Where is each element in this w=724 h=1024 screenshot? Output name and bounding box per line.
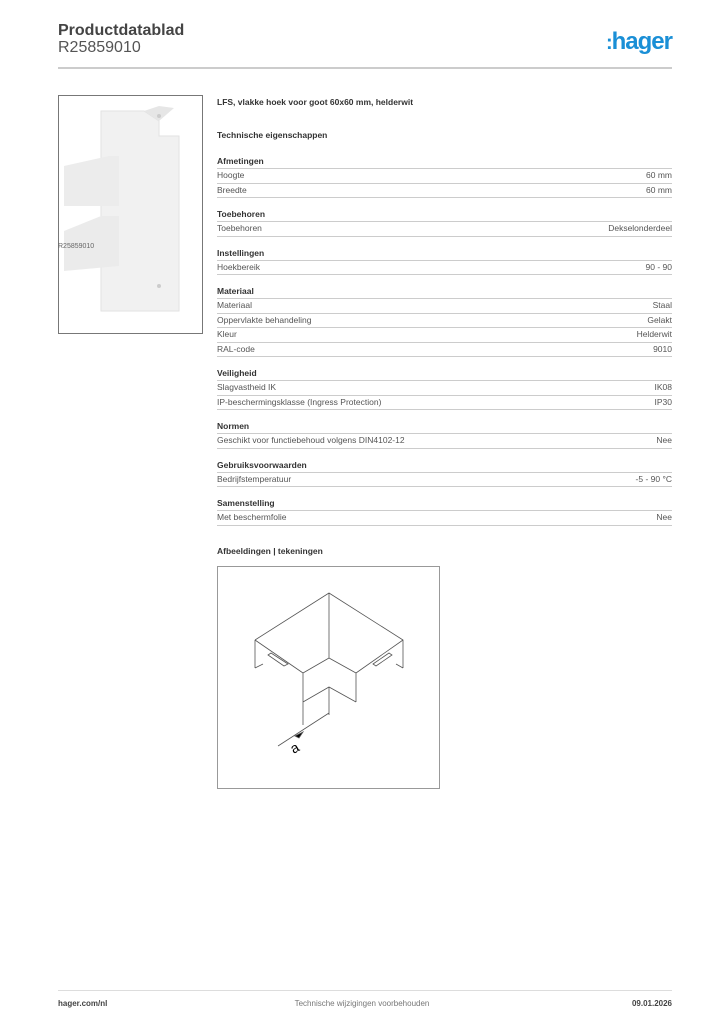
spec-row <box>217 396 672 411</box>
spec-label: Hoekbereik <box>217 261 260 272</box>
section-title: Normen <box>217 419 672 434</box>
section-title: Instellingen <box>217 246 672 261</box>
spec-row <box>217 261 672 276</box>
spec-label: Geschikt voor functiebehoud volgens DIN4102-12 <box>217 435 405 445</box>
spec-section <box>217 458 672 488</box>
product-photo-illustration <box>59 96 202 333</box>
product-code: R25859010 <box>58 39 141 56</box>
technical-drawing <box>217 566 440 789</box>
spec-label: Breedte <box>217 184 247 195</box>
spec-label: Slagvastheid IK <box>217 382 277 392</box>
section-title: Toebehoren <box>217 207 672 222</box>
footer-divider <box>58 990 672 991</box>
spec-label: Hoogte <box>217 170 245 180</box>
hager-logo: :hager <box>605 28 672 55</box>
spec-label: Materiaal <box>217 300 252 310</box>
spec-row <box>217 314 672 329</box>
spec-value: Staal <box>652 300 672 310</box>
spec-sections <box>217 154 672 526</box>
spec-label: RAL-code <box>217 343 255 354</box>
dimension-label: a <box>287 738 302 757</box>
section-title: Veiligheid <box>217 366 672 381</box>
spec-value: Nee <box>656 435 672 445</box>
page-title: Productdatablad <box>58 22 185 39</box>
spec-label: Bedrijfstemperatuur <box>217 473 292 484</box>
spec-row <box>217 328 672 343</box>
spec-value: IK08 <box>654 382 672 392</box>
spec-value: -5 - 90 °C <box>635 473 672 484</box>
spec-section <box>217 366 672 410</box>
spec-section <box>217 284 672 357</box>
corner-drawing <box>218 567 439 788</box>
spec-label: IP-beschermingsklasse (Ingress Protection) <box>217 396 382 407</box>
spec-value: Nee <box>656 512 672 522</box>
spec-row <box>217 473 672 488</box>
spec-label: Met beschermfolie <box>217 512 287 522</box>
spec-section <box>217 207 672 237</box>
spec-row <box>217 511 672 526</box>
section-title: Afmetingen <box>217 154 672 169</box>
footer-disclaimer: Technische wijzigingen voorbehouden <box>294 999 430 1008</box>
spec-label: Toebehoren <box>217 223 262 233</box>
spec-label: Oppervlakte behandeling <box>217 314 312 325</box>
spec-section <box>217 419 672 449</box>
tech-heading: Technische eigenschappen <box>217 130 328 140</box>
spec-row <box>217 222 672 237</box>
product-photo <box>58 95 203 334</box>
spec-value: Helderwit <box>636 329 672 339</box>
spec-section <box>217 154 672 198</box>
drawings-heading: Afbeeldingen | tekeningen <box>217 545 323 556</box>
section-title: Samenstelling <box>217 496 672 511</box>
section-title: Materiaal <box>217 284 672 299</box>
spec-row <box>217 184 672 199</box>
spec-value: 90 - 90 <box>645 261 672 272</box>
spec-row <box>217 343 672 358</box>
spec-value: 60 mm <box>646 184 672 195</box>
header-divider <box>58 67 672 69</box>
spec-value: 60 mm <box>646 170 672 180</box>
spec-value: Gelakt <box>647 314 672 325</box>
footer-date: 09.01.2026 <box>631 999 672 1008</box>
spec-row <box>217 169 672 184</box>
product-description: LFS, vlakke hoek voor goot 60x60 mm, helderwit <box>217 97 414 107</box>
photo-caption: R25859010 <box>58 243 95 250</box>
spec-label: Kleur <box>217 329 237 339</box>
spec-value: Dekselonderdeel <box>608 223 672 233</box>
spec-value: IP30 <box>654 396 672 407</box>
spec-row <box>217 299 672 314</box>
spec-section <box>217 496 672 526</box>
spec-row <box>217 381 672 396</box>
footer-website-link[interactable]: hager.com/nl <box>58 999 108 1008</box>
section-title: Gebruiksvoorwaarden <box>217 458 672 473</box>
spec-value: 9010 <box>653 343 672 354</box>
spec-row <box>217 434 672 449</box>
spec-section <box>217 246 672 276</box>
spec-panel <box>217 97 672 556</box>
